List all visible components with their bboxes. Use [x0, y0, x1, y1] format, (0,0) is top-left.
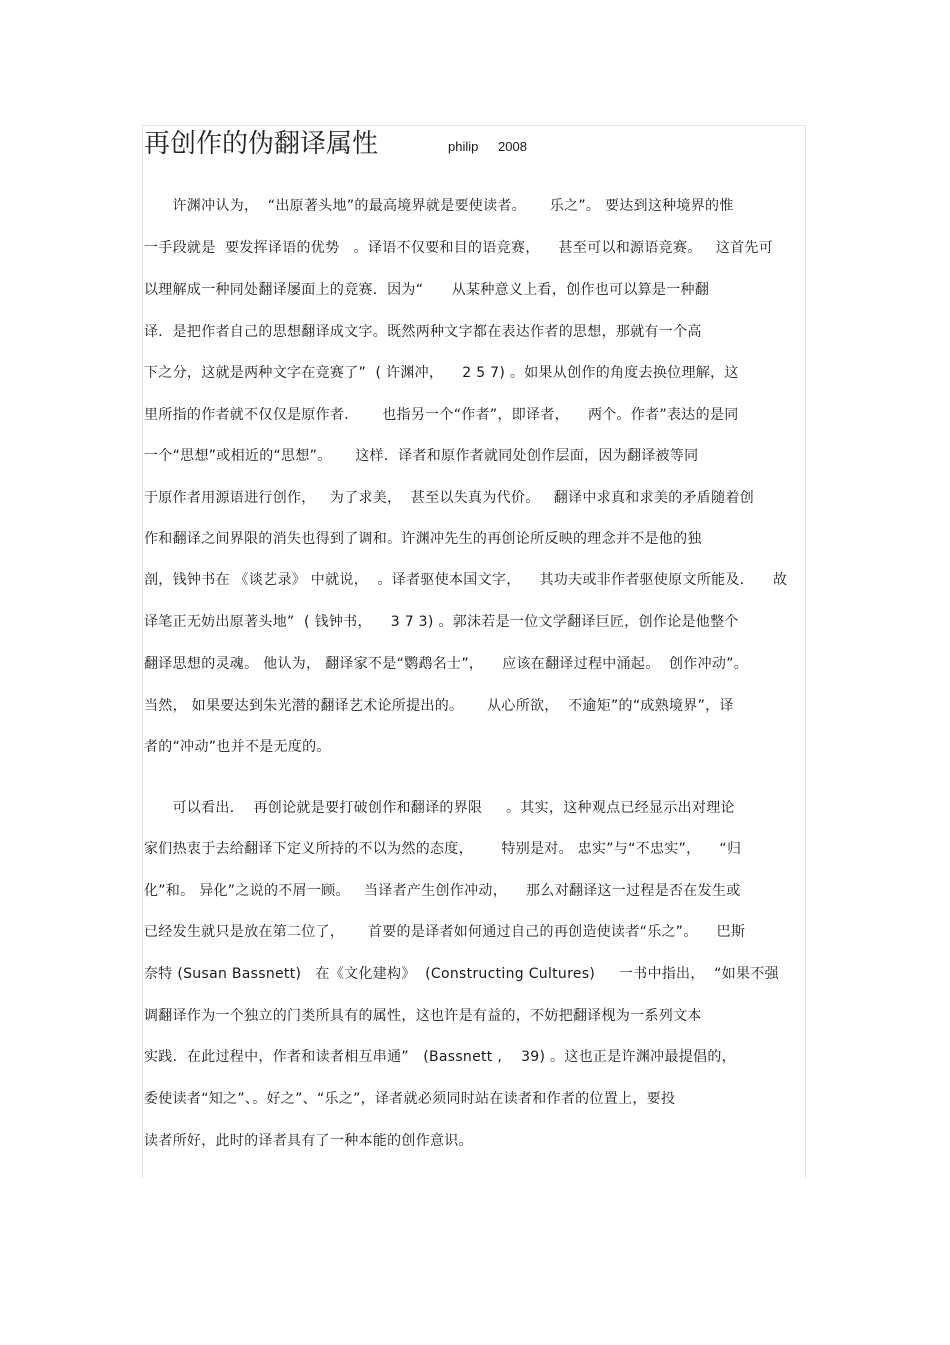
paragraph-2-line: 奈特 (Susan Bassnett) 在《文化建构》 (Constructing Cultures) 一书中指出， “如果不强 [144, 966, 779, 982]
paragraph-2-line: 已经发生就只是放在第二位了， 首要的是译者如何通过自己的再创造使读者“乐之”。 巴斯 [144, 924, 746, 940]
paragraph-1-line: 里所指的作者就不仅仅是原作者． 也指另一个“作者”，即译者， 两个。作者”表达的是同 [144, 407, 739, 423]
paragraph-2-line: 可以看出． 再创论就是要打破创作和翻译的界限 。其实，这种观点已经显示出对理论 [144, 800, 735, 816]
paragraph-1-line: 于原作者用源语进行创作， 为了求美， 甚至以失真为代价。 翻译中求真和求美的矛盾随着创 [144, 490, 754, 506]
paragraph-1-line: 当然， 如果要达到朱光潜的翻译艺术论所提出的。 从心所欲， 不逾矩”的“成熟境界”，译 [144, 698, 734, 714]
paragraph-1-line: 翻译思想的灵魂。 他认为， 翻译家不是“鹦鹉名士”， 应该在翻译过程中涌起。 创作冲动”。 [144, 656, 749, 672]
page-title: 再创作的伪翻译属性 [144, 129, 379, 159]
paragraph-1-line: 一手段就是 要发挥译语的优势 。译语不仅要和目的语竞赛， 甚至可以和源语竞赛。 这首先可 [144, 240, 773, 256]
paragraph-1-line: 译．是把作者自己的思想翻译成文字。既然两种文字都在表达作者的思想，那就有一个高 [144, 324, 702, 340]
paragraph-2-line: 委使读者“知之”、。好之”、“乐之”，译者就必须同时站在读者和作者的位置上，要投 [144, 1091, 676, 1107]
publication-year: 2008 [498, 139, 527, 154]
paragraph-1-line: 一个“思想”或相近的“思想”。 这样．译者和原作者就同处创作层面，因为翻译被等同 [144, 448, 699, 464]
paragraph-1-line: 下之分，这就是两种文字在竞赛了” ( 许渊冲， 2 5 7) 。如果从创作的角度去换位理解，这 [144, 365, 739, 381]
paragraph-2-line: 实践．在此过程中，作者和读者相互串通” (Bassnett , 39) 。这也正是许渊冲最提倡的， [144, 1049, 736, 1065]
paragraph-2-line: 化”和。 异化”之说的不屑一顾。 当译者产生创作冲动， 那么对翻译这一过程是否在发生或 [144, 883, 741, 899]
paragraph-2-line: 家们热衷于去给翻译下定义所持的不以为然的态度， 特别是对。 忠实”与“不忠实”， “归 [144, 841, 742, 857]
paragraph-1-line: 许渊冲认为， “出原著头地”的最高境界就是要使读者。 乐之”。 要达到这种境界的惟 [144, 198, 734, 214]
author-name: philip [448, 139, 479, 154]
paragraph-2-line: 读者所好，此时的译者具有了一种本能的创作意识。 [144, 1133, 473, 1149]
paragraph-2-line: 调翻译作为一个独立的门类所具有的属性，这也许是有益的，不妨把翻译枧为一系列文本 [144, 1008, 702, 1024]
paragraph-1-line: 译笔正无妨出原著头地” ( 钱钟书， 3 7 3) 。郭沫若是一位文学翻译巨匠，创作论是他整个 [144, 614, 739, 630]
paragraph-1-line: 作和翻译之间界限的消失也得到了调和。许渊冲先生的再创论所反映的理念并不是他的独 [144, 531, 702, 547]
paragraph-1-line: 者的“冲动”也并不是无度的。 [144, 739, 331, 755]
paragraph-1-line: 以理解成一种同处翻译屡面上的竞赛．因为“ 从某种意义上看，创作也可以算是一种翻 [144, 282, 710, 298]
paragraph-1-line: 剖，钱钟书在 《谈艺录》 中就说， 。译者驱使本国文字， 其功夫或非作者驱使原文所能及． 故 [144, 572, 788, 588]
